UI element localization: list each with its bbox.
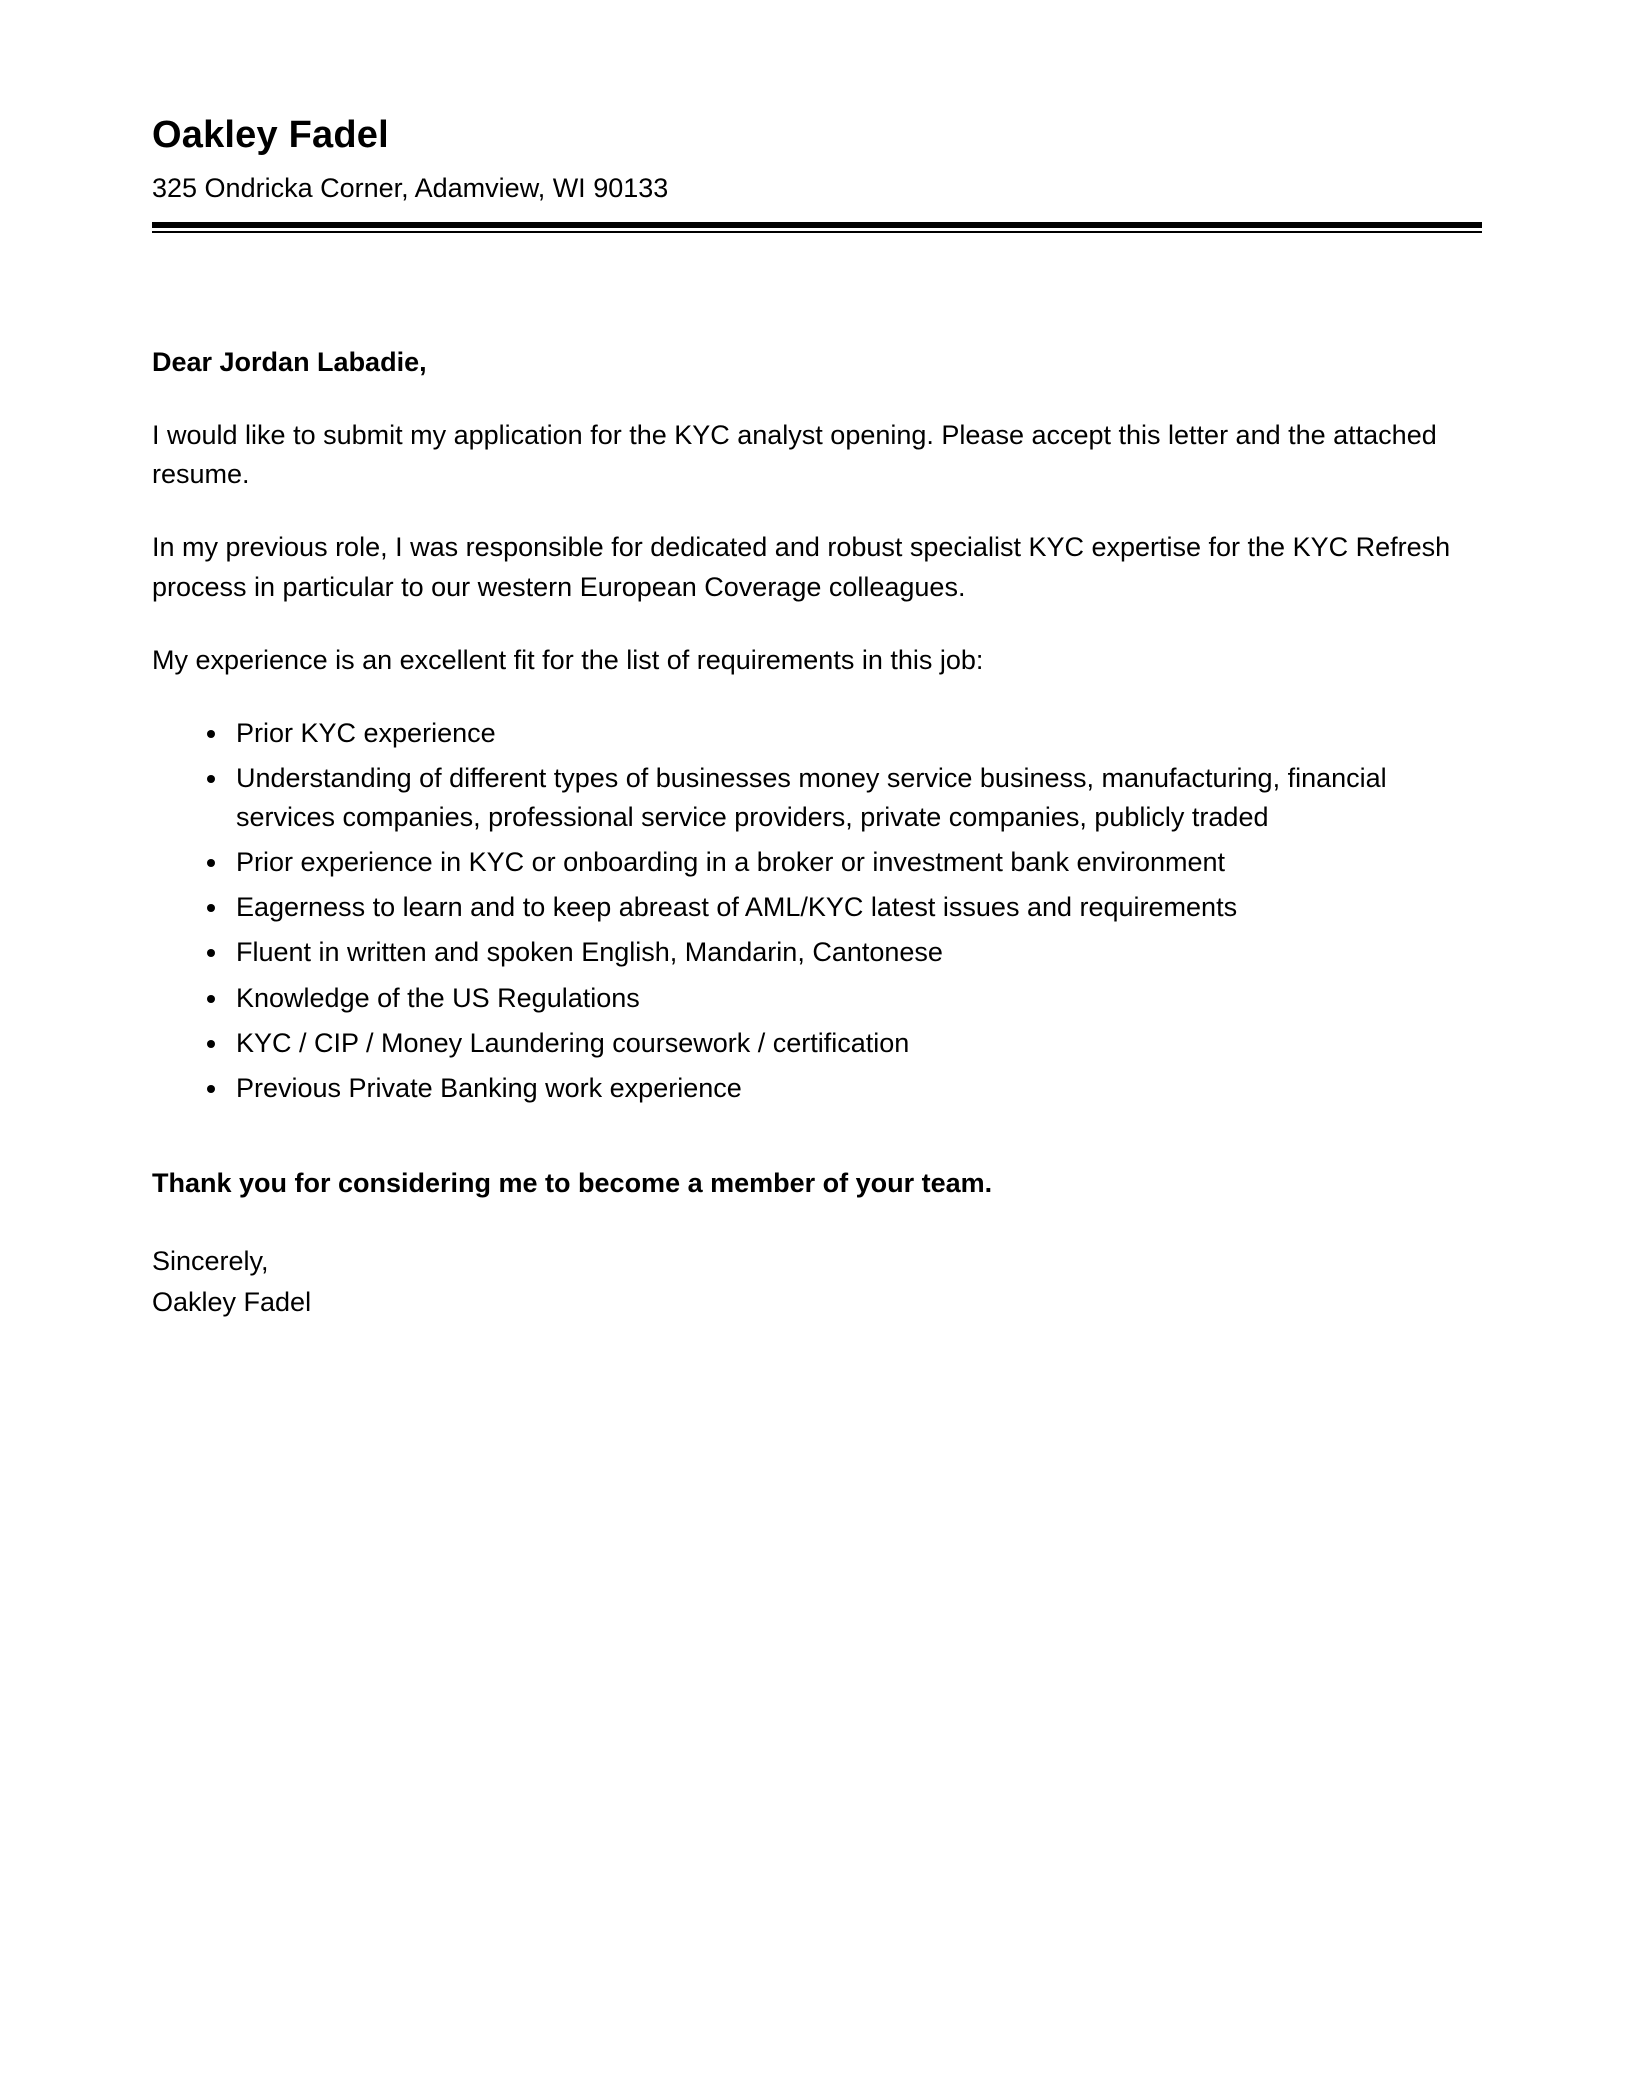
paragraph-experience-fit: My experience is an excellent fit for the list of requirements in this job: xyxy=(152,644,984,675)
signature-name: Oakley Fadel xyxy=(152,1286,312,1317)
list-item: • Understanding of different types of businesses money service business, manufacturing, financial services companies, professional service providers, private companies, publicly traded xyxy=(230,759,1482,837)
requirements-list xyxy=(152,714,1482,1108)
list-item: • Fluent in written and spoken English, Mandarin, Cantonese xyxy=(230,933,1482,972)
paragraph-intro: I would like to submit my application for the KYC analyst opening. Please accept this letter and the attached resume. xyxy=(152,420,1437,490)
list-item: • Prior experience in KYC or onboarding in a broker or investment bank environment xyxy=(230,843,1482,882)
paragraph-previous-role: In my previous role, I was responsible for dedicated and robust specialist KYC expertise for the KYC Refresh process in particular to our western European Coverage colleagues. xyxy=(152,532,1451,602)
sender-address: 325 Ondricka Corner, Adamview, WI 90133 xyxy=(152,172,669,203)
list-item: • Prior KYC experience xyxy=(230,714,1482,753)
list-item: • KYC / CIP / Money Laundering coursework / certification xyxy=(230,1024,1482,1063)
salutation: Dear Jordan Labadie, xyxy=(152,346,427,377)
letter-header xyxy=(152,112,1482,233)
letter-body xyxy=(152,343,1482,1322)
list-item: • Knowledge of the US Regulations xyxy=(230,979,1482,1018)
closing-statement: Thank you for considering me to become a member of your team. xyxy=(152,1168,993,1199)
header-divider xyxy=(152,222,1482,233)
list-item: • Eagerness to learn and to keep abreast of AML/KYC latest issues and requirements xyxy=(230,888,1482,927)
list-item: • Previous Private Banking work experience xyxy=(230,1069,1482,1108)
signoff-block xyxy=(152,1241,1482,1322)
sender-name: Oakley Fadel xyxy=(152,114,389,156)
sign-off: Sincerely, xyxy=(152,1246,269,1277)
